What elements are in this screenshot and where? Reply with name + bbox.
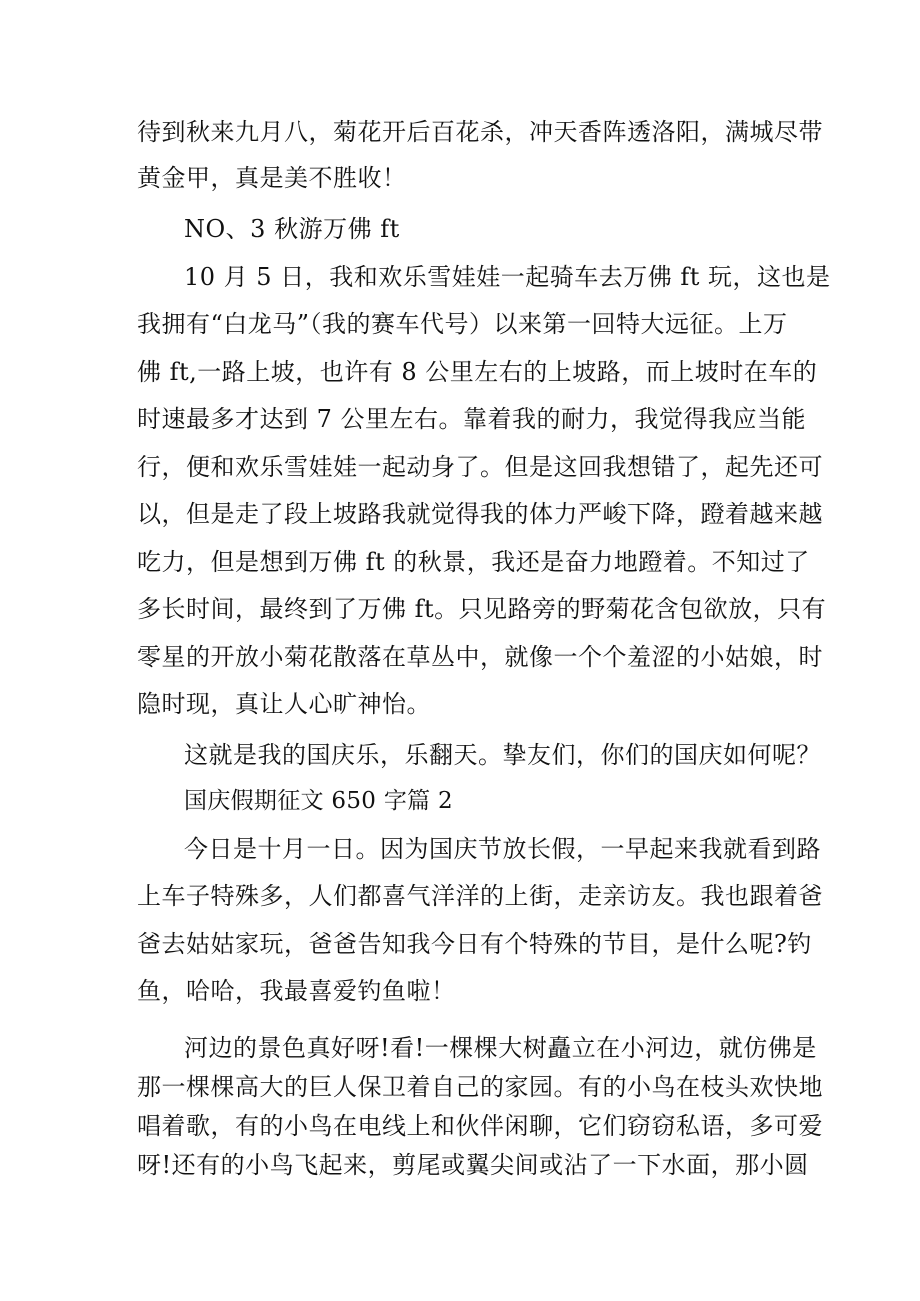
text-line: 佛 ft,一路上坡，也许有 8 公里左右的上坡路，而上坡时在车的 [137,358,818,386]
text-line: 待到秋来九月八，菊花开后百花杀，冲天香阵透洛阳，满城尽带 [137,118,823,146]
text-line: 隐时现，真让人心旷神怡。 [137,690,431,718]
text-line: 黄金甲，真是美不胜收！ [137,164,407,192]
text-line: 零星的开放小菊花散落在草丛中，就像一个个羞涩的小姑娘，时 [137,643,823,671]
text-line: 吃力，但是想到万佛 ft 的秋景，我还是奋力地蹬着。不知过了 [137,548,810,576]
text-line: 那一棵棵高大的巨人保卫着自己的家园。有的小鸟在枝头欢快地 [137,1073,823,1101]
text-line: 呀!还有的小鸟飞起来，剪尾或翼尖间或沾了一下水面，那小圆 [137,1151,809,1179]
text-line: 时速最多才达到 7 公里左右。靠着我的耐力，我觉得我应当能 [137,405,807,433]
text-line: 上车子特殊多，人们都喜气洋洋的上街，走亲访友。我也跟着爸 [137,882,823,910]
text-line: 我拥有“白龙马”（我的赛车代号）以来第一回特大远征。上万 [137,310,788,338]
text-line: 多长时间，最终到了万佛 ft。只见路旁的野菊花含包欲放，只有 [137,595,827,623]
text-line: 爸去姑姑家玩，爸爸告知我今日有个特殊的节目，是什么呢?钓 [137,930,812,958]
text-line: 唱着歌，有的小鸟在电线上和伙伴闲聊，它们窃窃私语，多可爱 [137,1112,823,1140]
section-heading: NO、3 秋游万佛 ft [184,215,400,243]
text-line: 行，便和欢乐雪娃娃一起动身了。但是这回我想错了，起先还可 [137,453,823,481]
text-line: 今日是十月一日。因为国庆节放长假，一早起来我就看到路 [184,835,821,863]
text-line: 这就是我的国庆乐，乐翻天。挚友们，你们的国庆如何呢？ [184,741,821,769]
text-line: 10 月 5 日，我和欢乐雪娃娃一起骑车去万佛 ft 玩，这也是 [184,263,831,291]
section-heading: 国庆假期征文 650 字篇 2 [184,788,453,814]
text-line: 河边的景色真好呀!看!一棵棵大树矗立在小河边，就仿佛是 [184,1034,817,1062]
text-line: 鱼，哈哈，我最喜爱钓鱼啦！ [137,977,456,1005]
text-line: 以，但是走了段上坡路我就觉得我的体力严峻下降，蹬着越来越 [137,500,823,528]
